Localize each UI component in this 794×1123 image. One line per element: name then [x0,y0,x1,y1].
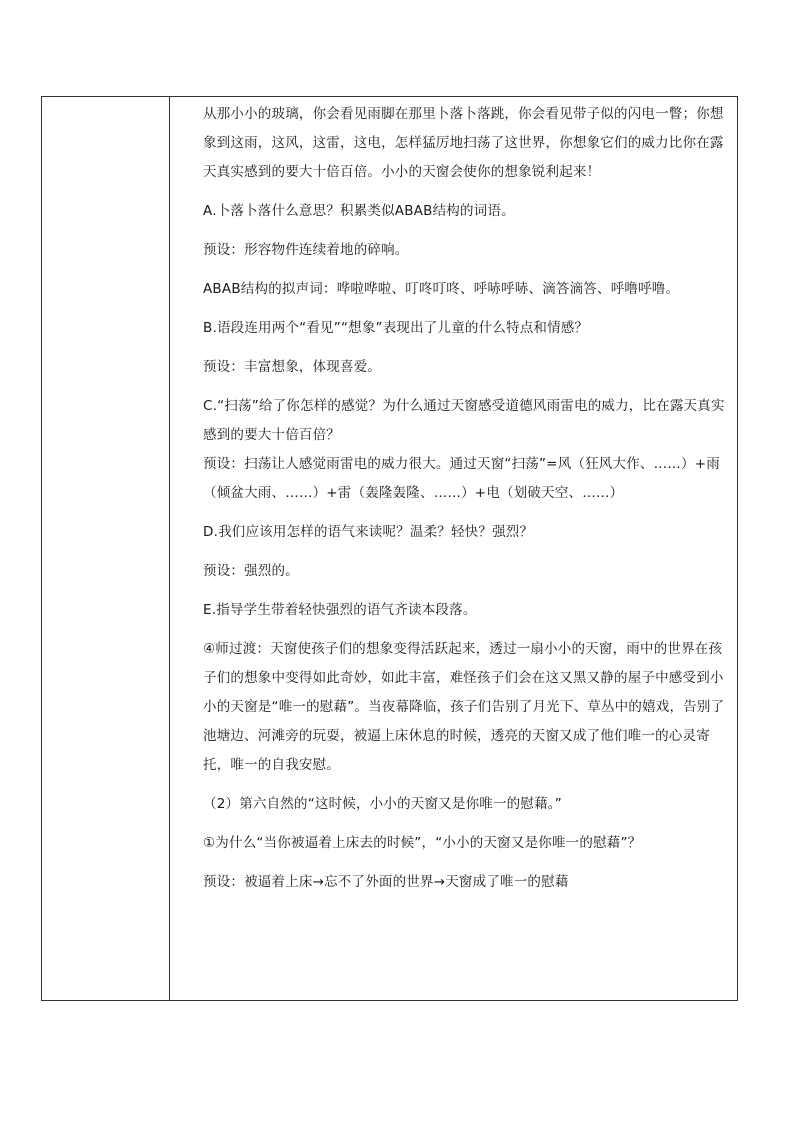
label-column [42,97,170,1000]
answer-c: 预设：扫荡让人感觉雨雷电的威力很大。通过天窗“扫荡”=风（狂风大作、……）+雨（倾盆大雨、……）+雷（轰隆轰隆、……）+电（划破天空、……） [203,456,720,501]
question-c: C.“扫荡”给了你怎样的感觉？为什么通过天窗感受道德风雨雷电的威力，比在露天真实感到的要大十倍百倍？ [203,398,725,443]
text-paragraph: 从那小小的玻璃，你会看见雨脚在那里卜落卜落跳，你会看见带子似的闪电一瞥；你想象到这雨，这风，这雷，这电，怎样猛厉地扫荡了这世界，你想象它们的威力比你在露天真实感到的要大十倍百倍。小小的天窗会使你的想象锐利起来！ [203,106,724,180]
question-a: A.卜落卜落什么意思？积累类似ABAB结构的词语。 [203,203,515,219]
answer-1: 预设：被逼着上床→忘不了外面的世界→天窗成了唯一的慰藉 [203,874,569,890]
question-b: B.语段连用两个“看见”“想象”表现出了儿童的什么特点和情感？ [203,320,589,336]
teacher-transition: ④师过渡：天窗使孩子们的想象变得活跃起来，透过一扇小小的天窗，雨中的世界在孩子们的想象中变得如此奇妙，如此丰富，难怪孩子们会在这又黑又静的屋子中感受到小小的天窗是“唯一的慰藉”。当夜幕降临，孩子们告别了月光下、草丛中的嬉戏，告别了池塘边、河滩旁的玩耍，被逼上床休息的时候，透亮的天窗又成了他们唯一的心灵寄托，唯一的自我安慰。 [203,641,725,773]
answer-d: 预设：强烈的。 [203,563,299,579]
instruction-e: E.指导学生带着轻快强烈的语气齐读本段落。 [203,602,477,618]
content-column [170,97,737,1000]
section-heading: （2）第六自然的“这时候，小小的天窗又是你唯一的慰藉。” [203,796,562,812]
question-1: ①为什么“当你被逼着上床去的时候”，“小小的天窗又是你唯一的慰藉”？ [203,835,642,851]
word-list: ABAB结构的拟声词：哗啦哗啦、叮咚叮咚、呼哧呼哧、滴答滴答、呼噜呼噜。 [203,281,680,297]
answer-b: 预设：丰富想象，体现喜爱。 [203,359,382,375]
answer-a: 预设：形容物件连续着地的碎响。 [203,242,409,258]
lesson-table [41,96,738,1001]
question-d: D.我们应该用怎样的语气来读呢？温柔？轻快？强烈？ [203,524,534,540]
